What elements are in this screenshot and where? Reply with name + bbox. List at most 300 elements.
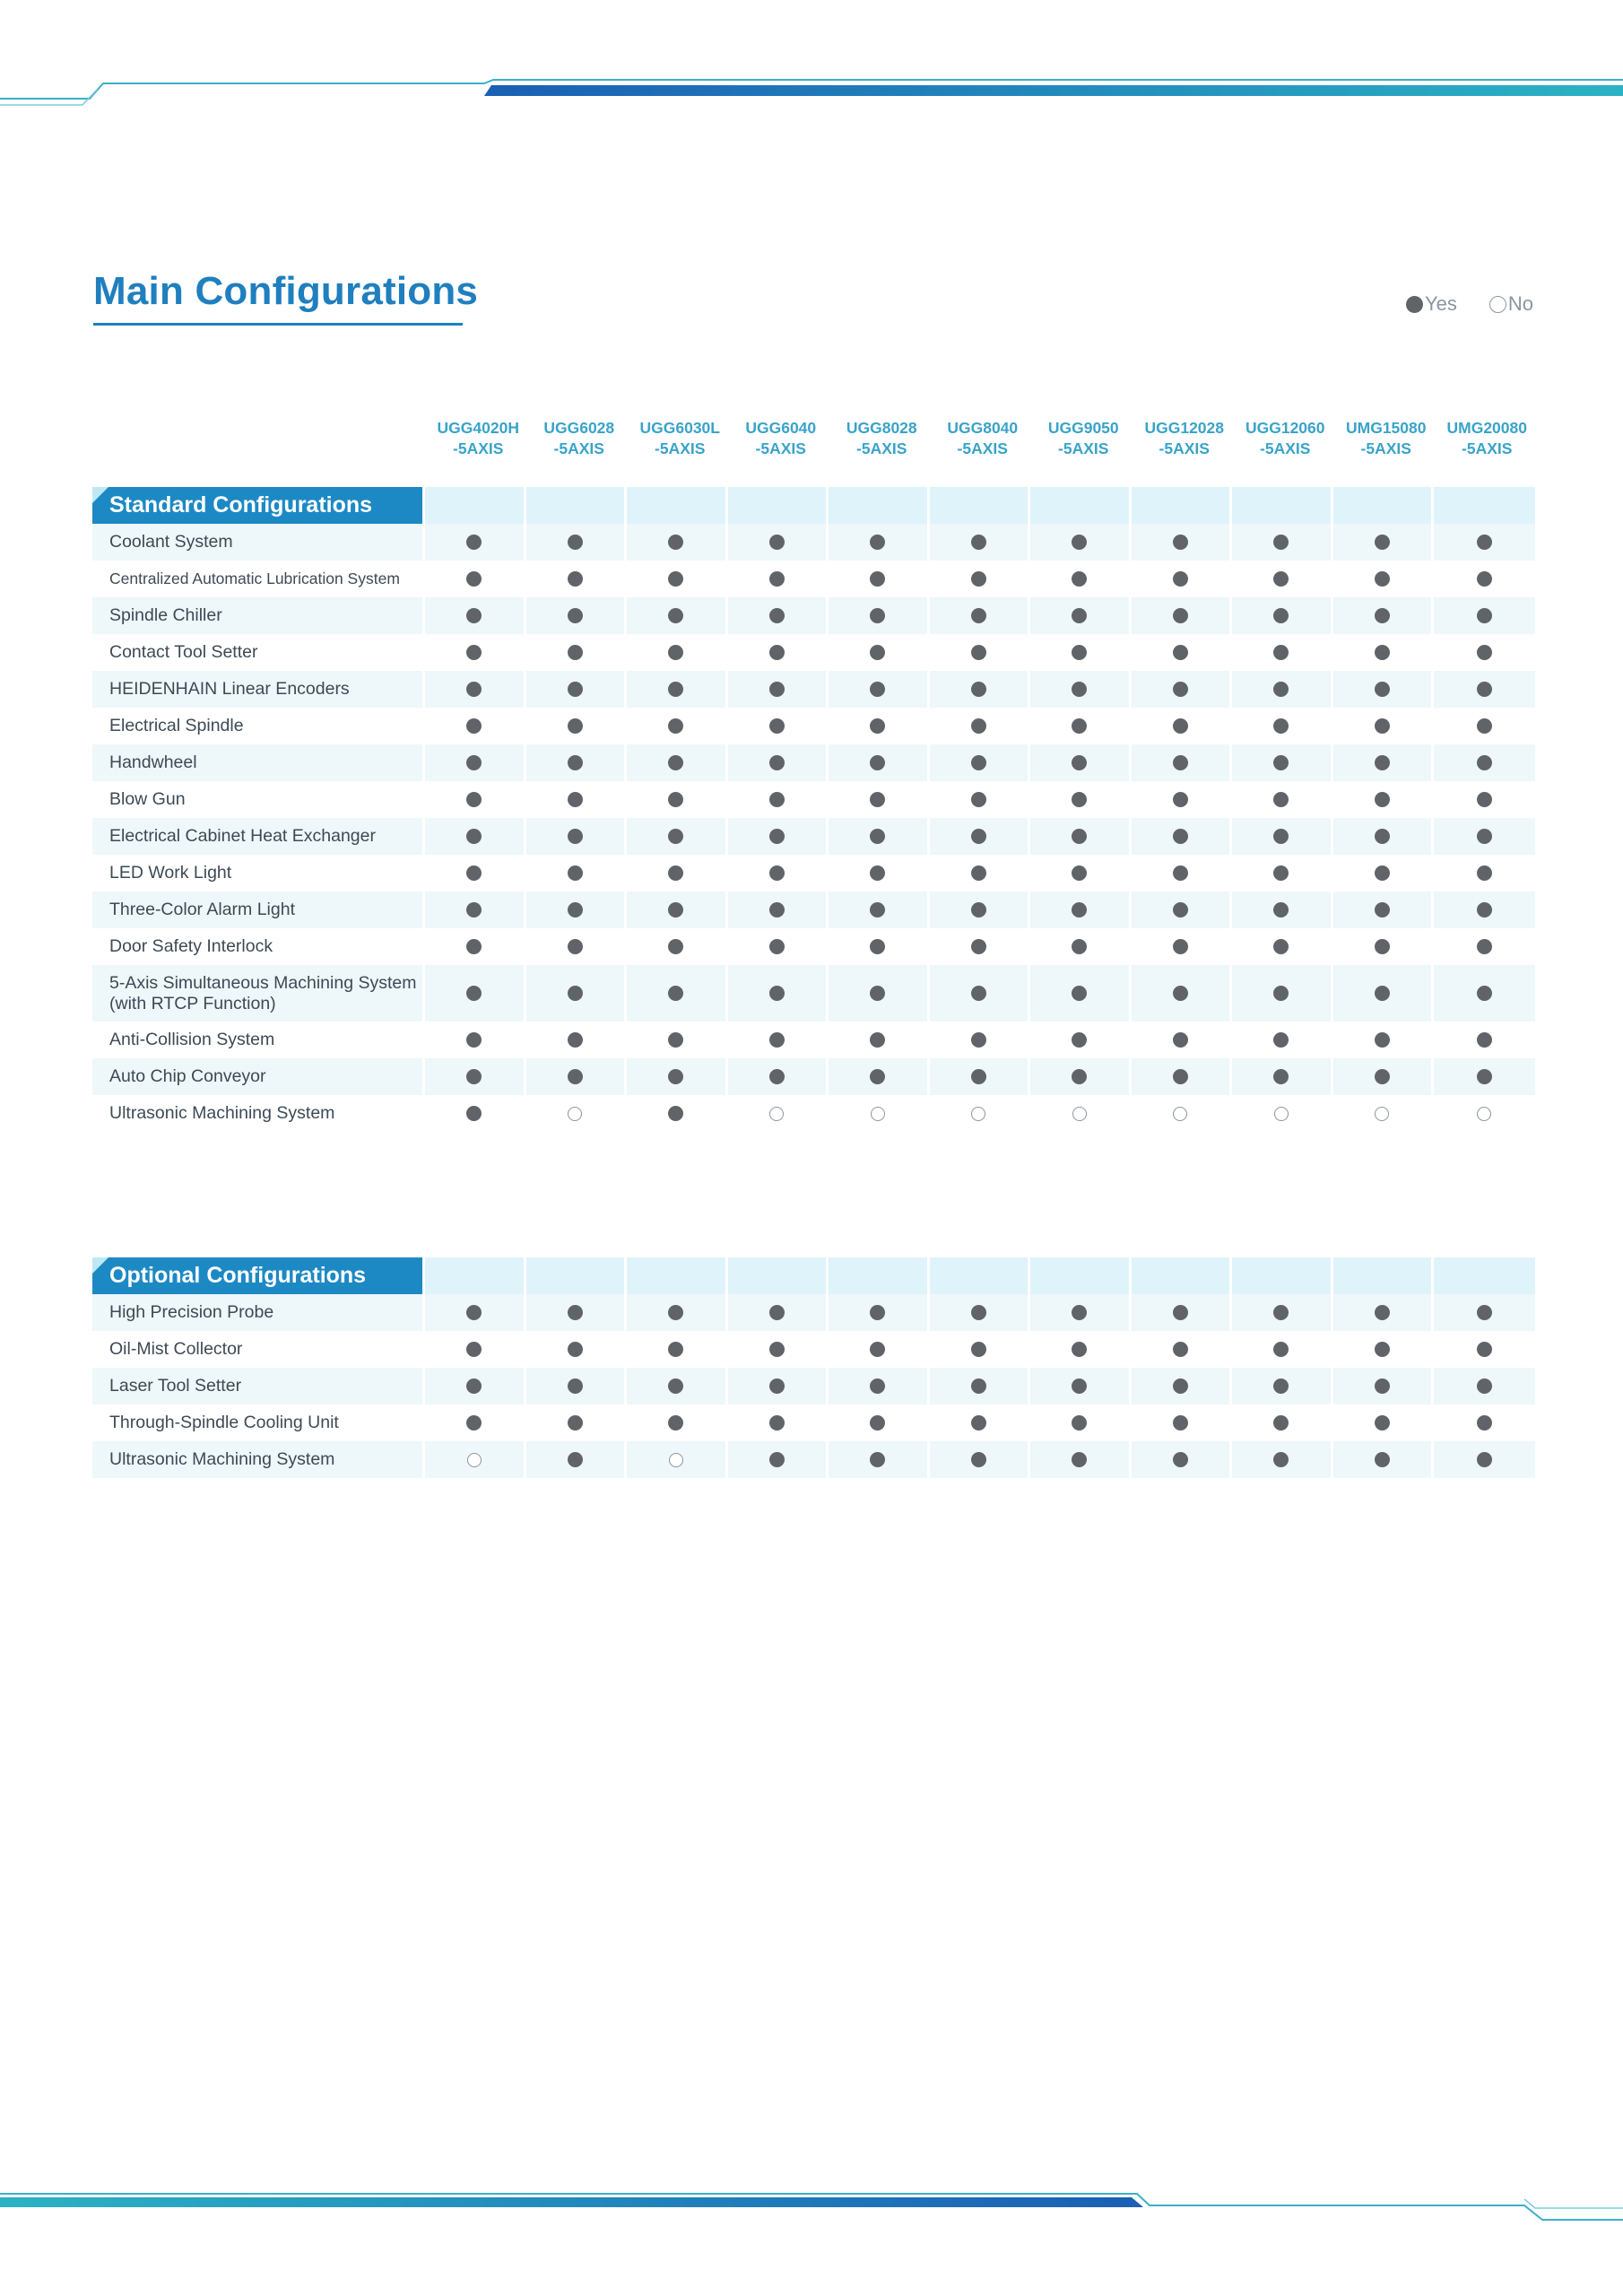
filled-dot-icon bbox=[870, 939, 885, 954]
filled-dot-icon bbox=[1273, 755, 1289, 770]
row-label: Door Safety Interlock bbox=[109, 936, 273, 956]
table-cell bbox=[1232, 891, 1331, 928]
table-cell bbox=[1132, 561, 1230, 597]
table-cell bbox=[1132, 1058, 1230, 1095]
table-cell bbox=[728, 1022, 827, 1058]
filled-dot-icon bbox=[769, 1342, 785, 1357]
header-cell bbox=[1333, 487, 1432, 524]
table-cell bbox=[829, 1294, 927, 1331]
filled-dot-icon bbox=[1173, 865, 1188, 881]
table-cell bbox=[728, 634, 827, 671]
filled-dot-icon bbox=[1477, 792, 1492, 807]
table-cell bbox=[829, 1022, 927, 1058]
filled-dot-icon bbox=[466, 792, 482, 807]
filled-dot-icon bbox=[769, 608, 785, 623]
filled-dot-icon bbox=[1477, 571, 1492, 587]
filled-dot-icon bbox=[769, 1452, 785, 1467]
filled-dot-icon bbox=[1173, 1415, 1188, 1431]
header-cell bbox=[1232, 487, 1331, 524]
table-cell bbox=[526, 524, 625, 561]
table-cell bbox=[829, 1368, 927, 1405]
header-cell bbox=[627, 487, 725, 524]
filled-dot-icon bbox=[1477, 1342, 1492, 1357]
standard-configurations-table bbox=[92, 487, 1534, 1132]
row-label: Ultrasonic Machining System bbox=[92, 1441, 422, 1478]
filled-dot-icon bbox=[870, 1452, 885, 1467]
filled-dot-icon bbox=[1173, 755, 1188, 770]
filled-dot-icon bbox=[1477, 1032, 1492, 1048]
row-label: Blow Gun bbox=[109, 789, 186, 809]
model-name: UMG15080 -5AXIS bbox=[1346, 419, 1427, 457]
filled-dot-icon bbox=[1072, 535, 1087, 550]
table-cell bbox=[829, 708, 927, 744]
filled-dot-icon bbox=[1375, 682, 1390, 697]
table-cell bbox=[526, 1331, 625, 1368]
table-cell bbox=[829, 855, 927, 891]
table-cell bbox=[728, 1095, 827, 1132]
filled-dot-icon bbox=[568, 865, 583, 881]
filled-dot-icon bbox=[870, 1342, 885, 1357]
section-heading: Standard Configurations bbox=[92, 487, 422, 524]
table-cell bbox=[1333, 781, 1432, 818]
empty-dot-icon bbox=[467, 1453, 482, 1467]
filled-dot-icon bbox=[466, 535, 482, 550]
table-cell bbox=[1232, 1022, 1331, 1058]
table-cell bbox=[930, 561, 1028, 597]
table-cell bbox=[627, 744, 725, 781]
filled-dot-icon bbox=[1375, 865, 1390, 881]
table-cell bbox=[425, 597, 524, 634]
filled-dot-icon bbox=[870, 608, 885, 623]
table-cell bbox=[425, 855, 524, 891]
filled-dot-icon bbox=[971, 1378, 986, 1394]
table-row bbox=[92, 634, 1534, 671]
filled-dot-icon bbox=[1273, 865, 1289, 881]
table-cell bbox=[425, 708, 524, 744]
table-cell bbox=[728, 524, 827, 561]
table-cell bbox=[425, 1405, 524, 1441]
table-cell bbox=[1333, 524, 1432, 561]
table-cell bbox=[930, 671, 1028, 708]
table-cell bbox=[728, 1294, 827, 1331]
table-cell bbox=[930, 965, 1028, 1022]
filled-dot-icon bbox=[1375, 986, 1390, 1001]
filled-dot-icon bbox=[466, 939, 482, 954]
filled-dot-icon bbox=[870, 1378, 885, 1394]
table-cell bbox=[1030, 1405, 1129, 1441]
filled-dot-icon bbox=[1072, 1452, 1087, 1467]
row-label: Auto Chip Conveyor bbox=[92, 1058, 422, 1095]
row-label: Coolant System bbox=[92, 524, 422, 561]
table-cell bbox=[1232, 634, 1331, 671]
table-row bbox=[92, 1095, 1534, 1132]
table-cell bbox=[728, 891, 827, 928]
table-cell bbox=[425, 634, 524, 671]
row-label: Electrical Cabinet Heat Exchanger bbox=[92, 818, 422, 855]
table-cell bbox=[627, 561, 725, 597]
table-cell bbox=[930, 708, 1028, 744]
table-cell bbox=[526, 1441, 625, 1478]
filled-dot-icon bbox=[568, 939, 583, 954]
table-cell bbox=[1333, 708, 1432, 744]
table-cell bbox=[1132, 1405, 1230, 1441]
filled-dot-icon bbox=[870, 1305, 885, 1320]
filled-dot-icon bbox=[870, 1032, 885, 1048]
filled-dot-icon bbox=[466, 755, 482, 770]
table-row bbox=[92, 708, 1534, 744]
table-cell bbox=[425, 1368, 524, 1405]
table-cell bbox=[526, 671, 625, 708]
header-cell bbox=[728, 1257, 827, 1294]
table-cell bbox=[1333, 928, 1432, 965]
filled-dot-icon bbox=[1173, 645, 1188, 660]
table-cell bbox=[526, 928, 625, 965]
table-cell bbox=[1030, 1022, 1129, 1058]
table-cell bbox=[627, 928, 725, 965]
table-cell bbox=[1132, 965, 1230, 1022]
table-cell bbox=[1232, 708, 1331, 744]
table-cell bbox=[1232, 597, 1331, 634]
table-cell bbox=[425, 1058, 524, 1095]
filled-dot-icon bbox=[971, 1305, 986, 1320]
filled-dot-icon bbox=[568, 645, 583, 660]
page-title: Main Configurations bbox=[93, 269, 479, 313]
filled-dot-icon bbox=[1173, 829, 1188, 844]
header-cell bbox=[627, 1257, 725, 1294]
table-cell bbox=[930, 855, 1028, 891]
table-cell bbox=[829, 818, 927, 855]
filled-dot-icon bbox=[668, 902, 683, 918]
filled-dot-icon bbox=[971, 939, 986, 954]
filled-dot-icon bbox=[1375, 535, 1390, 550]
table-cell bbox=[930, 1058, 1028, 1095]
table-cell bbox=[1030, 1058, 1129, 1095]
filled-dot-icon bbox=[769, 718, 785, 734]
header-cell bbox=[1132, 487, 1230, 524]
filled-dot-icon bbox=[769, 1305, 785, 1320]
table-cell bbox=[1030, 1095, 1129, 1132]
filled-dot-icon bbox=[1273, 1415, 1289, 1431]
filled-dot-icon bbox=[1273, 902, 1289, 918]
table-cell bbox=[829, 1331, 927, 1368]
filled-dot-icon bbox=[1477, 939, 1492, 954]
filled-dot-icon bbox=[1273, 829, 1289, 844]
table-cell bbox=[930, 891, 1028, 928]
table-cell bbox=[425, 671, 524, 708]
table-cell bbox=[1232, 855, 1331, 891]
header-cell bbox=[1333, 1257, 1432, 1294]
filled-dot-icon bbox=[1477, 535, 1492, 550]
table-cell bbox=[1132, 1095, 1230, 1132]
table-cell bbox=[1030, 744, 1129, 781]
table-cell bbox=[930, 781, 1028, 818]
table-cell bbox=[930, 744, 1028, 781]
filled-dot-icon bbox=[1173, 1032, 1188, 1048]
filled-dot-icon bbox=[870, 535, 885, 550]
row-label: Contact Tool Setter bbox=[109, 642, 258, 662]
filled-dot-icon bbox=[568, 535, 583, 550]
header-cell bbox=[1030, 487, 1129, 524]
table-cell bbox=[1030, 561, 1129, 597]
filled-dot-icon bbox=[1375, 1452, 1390, 1467]
empty-dot-icon bbox=[1173, 1107, 1187, 1121]
filled-dot-icon bbox=[1477, 865, 1492, 881]
table-cell bbox=[829, 561, 927, 597]
filled-dot-icon bbox=[1477, 829, 1492, 844]
table-cell bbox=[1333, 1294, 1432, 1331]
model-name: UGG12060 -5AXIS bbox=[1245, 419, 1325, 457]
filled-dot-icon bbox=[1273, 939, 1289, 954]
table-row bbox=[92, 891, 1534, 928]
filled-dot-icon bbox=[870, 718, 885, 734]
table-row bbox=[92, 561, 1534, 597]
table-cell bbox=[829, 634, 927, 671]
filled-dot-icon bbox=[971, 829, 986, 844]
model-name: UGG6028 -5AXIS bbox=[543, 419, 615, 457]
header-cell bbox=[930, 487, 1028, 524]
filled-dot-icon bbox=[668, 1342, 683, 1357]
table-cell bbox=[829, 1441, 927, 1478]
table-cell bbox=[728, 928, 827, 965]
table-cell bbox=[1232, 781, 1331, 818]
header-cell bbox=[1434, 487, 1535, 524]
filled-dot-icon bbox=[466, 986, 482, 1001]
filled-dot-icon bbox=[1072, 608, 1087, 623]
filled-dot-icon bbox=[568, 1069, 583, 1084]
table-row bbox=[92, 1331, 1534, 1368]
table-cell bbox=[1333, 1405, 1432, 1441]
optional-configurations-table bbox=[92, 1257, 1534, 1478]
table-cell bbox=[728, 818, 827, 855]
filled-dot-icon bbox=[1273, 608, 1289, 623]
filled-dot-icon bbox=[1072, 902, 1087, 918]
row-label: Three-Color Alarm Light bbox=[92, 891, 422, 928]
filled-dot-icon bbox=[1173, 1378, 1188, 1394]
filled-dot-icon bbox=[1375, 571, 1390, 587]
filled-dot-icon bbox=[1273, 1452, 1289, 1467]
table-cell bbox=[425, 744, 524, 781]
table-cell bbox=[930, 1441, 1028, 1478]
table-cell bbox=[1132, 1294, 1230, 1331]
table-row bbox=[92, 1405, 1534, 1441]
table-cell bbox=[1030, 1441, 1129, 1478]
filled-dot-icon bbox=[668, 571, 683, 587]
table-cell bbox=[627, 1331, 725, 1368]
table-cell bbox=[1333, 561, 1432, 597]
table-cell bbox=[728, 1405, 827, 1441]
table-cell bbox=[1232, 818, 1331, 855]
filled-dot-icon bbox=[971, 1452, 986, 1467]
legend-yes bbox=[1406, 292, 1457, 316]
filled-dot-icon bbox=[1375, 939, 1390, 954]
table-cell bbox=[1132, 781, 1230, 818]
table-cell bbox=[1434, 855, 1535, 891]
filled-dot-icon bbox=[769, 645, 785, 660]
filled-dot-icon bbox=[1477, 1069, 1492, 1084]
table-cell bbox=[829, 597, 927, 634]
filled-dot-icon bbox=[1375, 608, 1390, 623]
table-cell bbox=[526, 1294, 625, 1331]
table-cell bbox=[425, 561, 524, 597]
table-cell bbox=[1333, 671, 1432, 708]
filled-dot-icon bbox=[870, 902, 885, 918]
table-cell bbox=[829, 1058, 927, 1095]
filled-dot-icon bbox=[1072, 939, 1087, 954]
table-cell bbox=[425, 818, 524, 855]
filled-dot-icon bbox=[568, 829, 583, 844]
table-cell bbox=[1434, 634, 1535, 671]
row-label: High Precision Probe bbox=[92, 1294, 422, 1331]
empty-dot-icon bbox=[1274, 1107, 1289, 1121]
table-cell bbox=[425, 928, 524, 965]
table-cell bbox=[627, 1441, 725, 1478]
table-cell bbox=[1333, 1331, 1432, 1368]
filled-dot-icon bbox=[568, 986, 583, 1001]
model-name: UMG20080 -5AXIS bbox=[1446, 419, 1527, 457]
table-cell bbox=[728, 855, 827, 891]
filled-dot-icon bbox=[971, 682, 986, 697]
filled-dot-icon bbox=[971, 986, 986, 1001]
filled-dot-icon bbox=[668, 608, 683, 623]
empty-dot-icon bbox=[1489, 296, 1506, 313]
filled-dot-icon bbox=[769, 1378, 785, 1394]
table-cell bbox=[1434, 1022, 1535, 1058]
filled-dot-icon bbox=[1273, 718, 1289, 734]
filled-dot-icon bbox=[568, 902, 583, 918]
table-cell bbox=[829, 965, 927, 1022]
filled-dot-icon bbox=[971, 755, 986, 770]
table-cell bbox=[1232, 1294, 1331, 1331]
filled-dot-icon bbox=[1273, 1069, 1289, 1084]
table-cell bbox=[1132, 671, 1230, 708]
table-cell bbox=[1333, 597, 1432, 634]
row-label: Laser Tool Setter bbox=[92, 1368, 422, 1405]
filled-dot-icon bbox=[568, 755, 583, 770]
table-cell bbox=[627, 781, 725, 818]
table-cell bbox=[728, 1368, 827, 1405]
table-cell bbox=[1132, 597, 1230, 634]
filled-dot-icon bbox=[466, 1342, 482, 1357]
filled-dot-icon bbox=[1406, 296, 1423, 313]
filled-dot-icon bbox=[668, 682, 683, 697]
filled-dot-icon bbox=[971, 718, 986, 734]
table-cell bbox=[728, 708, 827, 744]
filled-dot-icon bbox=[668, 1378, 683, 1394]
table-cell bbox=[1030, 891, 1129, 928]
table-row bbox=[92, 1441, 1534, 1478]
row-label: Ultrasonic Machining System bbox=[109, 1103, 335, 1123]
table-cell bbox=[627, 965, 725, 1022]
filled-dot-icon bbox=[668, 755, 683, 770]
table-cell bbox=[1434, 671, 1535, 708]
table-cell bbox=[930, 1022, 1028, 1058]
table-cell bbox=[526, 1058, 625, 1095]
table-cell bbox=[728, 1331, 827, 1368]
table-cell bbox=[930, 1095, 1028, 1132]
filled-dot-icon bbox=[1273, 1032, 1289, 1048]
filled-dot-icon bbox=[1477, 1415, 1492, 1431]
filled-dot-icon bbox=[1173, 1452, 1188, 1467]
table-cell bbox=[829, 524, 927, 561]
filled-dot-icon bbox=[668, 865, 683, 881]
table-cell bbox=[930, 1405, 1028, 1441]
filled-dot-icon bbox=[971, 571, 986, 587]
empty-dot-icon bbox=[1477, 1107, 1491, 1121]
filled-dot-icon bbox=[668, 718, 683, 734]
header-cell bbox=[526, 487, 625, 524]
table-row bbox=[92, 1294, 1534, 1331]
table-cell bbox=[930, 634, 1028, 671]
filled-dot-icon bbox=[668, 1032, 683, 1048]
table-cell bbox=[728, 965, 827, 1022]
table-cell bbox=[425, 524, 524, 561]
table-cell bbox=[1030, 965, 1129, 1022]
table-cell bbox=[627, 891, 725, 928]
filled-dot-icon bbox=[1072, 1342, 1087, 1357]
row-label: HEIDENHAIN Linear Encoders bbox=[92, 671, 422, 708]
filled-dot-icon bbox=[466, 1069, 482, 1084]
table-cell bbox=[1030, 855, 1129, 891]
empty-dot-icon bbox=[1072, 1107, 1087, 1121]
filled-dot-icon bbox=[1477, 755, 1492, 770]
filled-dot-icon bbox=[769, 865, 785, 881]
row-label: Centralized Automatic Lubrication System bbox=[109, 570, 400, 587]
filled-dot-icon bbox=[1375, 718, 1390, 734]
model-name: UGG8040 -5AXIS bbox=[947, 419, 1019, 457]
table-cell bbox=[728, 1441, 827, 1478]
filled-dot-icon bbox=[1375, 645, 1390, 660]
table-cell bbox=[1333, 1058, 1432, 1095]
table-cell bbox=[829, 928, 927, 965]
filled-dot-icon bbox=[466, 571, 482, 587]
filled-dot-icon bbox=[466, 829, 482, 844]
table-cell bbox=[1434, 524, 1535, 561]
header-cell bbox=[1132, 1257, 1230, 1294]
header-cell bbox=[526, 1257, 625, 1294]
table-cell bbox=[526, 744, 625, 781]
table-cell bbox=[526, 1022, 625, 1058]
table-cell bbox=[425, 1022, 524, 1058]
legend bbox=[1406, 292, 1533, 316]
table-cell bbox=[1132, 634, 1230, 671]
filled-dot-icon bbox=[1072, 682, 1087, 697]
table-cell bbox=[728, 561, 827, 597]
row-label: Through-Spindle Cooling Unit bbox=[109, 1413, 339, 1432]
filled-dot-icon bbox=[668, 1069, 683, 1084]
title-underline bbox=[93, 323, 463, 326]
filled-dot-icon bbox=[769, 571, 785, 587]
table-row bbox=[92, 524, 1534, 561]
filled-dot-icon bbox=[1375, 1342, 1390, 1357]
table-cell bbox=[1434, 928, 1535, 965]
table-cell bbox=[1030, 928, 1129, 965]
model-name: UGG9050 -5AXIS bbox=[1047, 419, 1119, 457]
table-cell bbox=[425, 1095, 524, 1132]
table-cell bbox=[1132, 1368, 1230, 1405]
table-cell bbox=[526, 818, 625, 855]
empty-dot-icon bbox=[1375, 1107, 1389, 1121]
filled-dot-icon bbox=[668, 829, 683, 844]
filled-dot-icon bbox=[971, 1415, 986, 1431]
filled-dot-icon bbox=[1072, 986, 1087, 1001]
table-cell bbox=[526, 561, 625, 597]
table-cell bbox=[1434, 1331, 1535, 1368]
filled-dot-icon bbox=[769, 1069, 785, 1084]
filled-dot-icon bbox=[1273, 682, 1289, 697]
filled-dot-icon bbox=[568, 1415, 583, 1431]
table-cell bbox=[1232, 1058, 1331, 1095]
filled-dot-icon bbox=[568, 1305, 583, 1320]
